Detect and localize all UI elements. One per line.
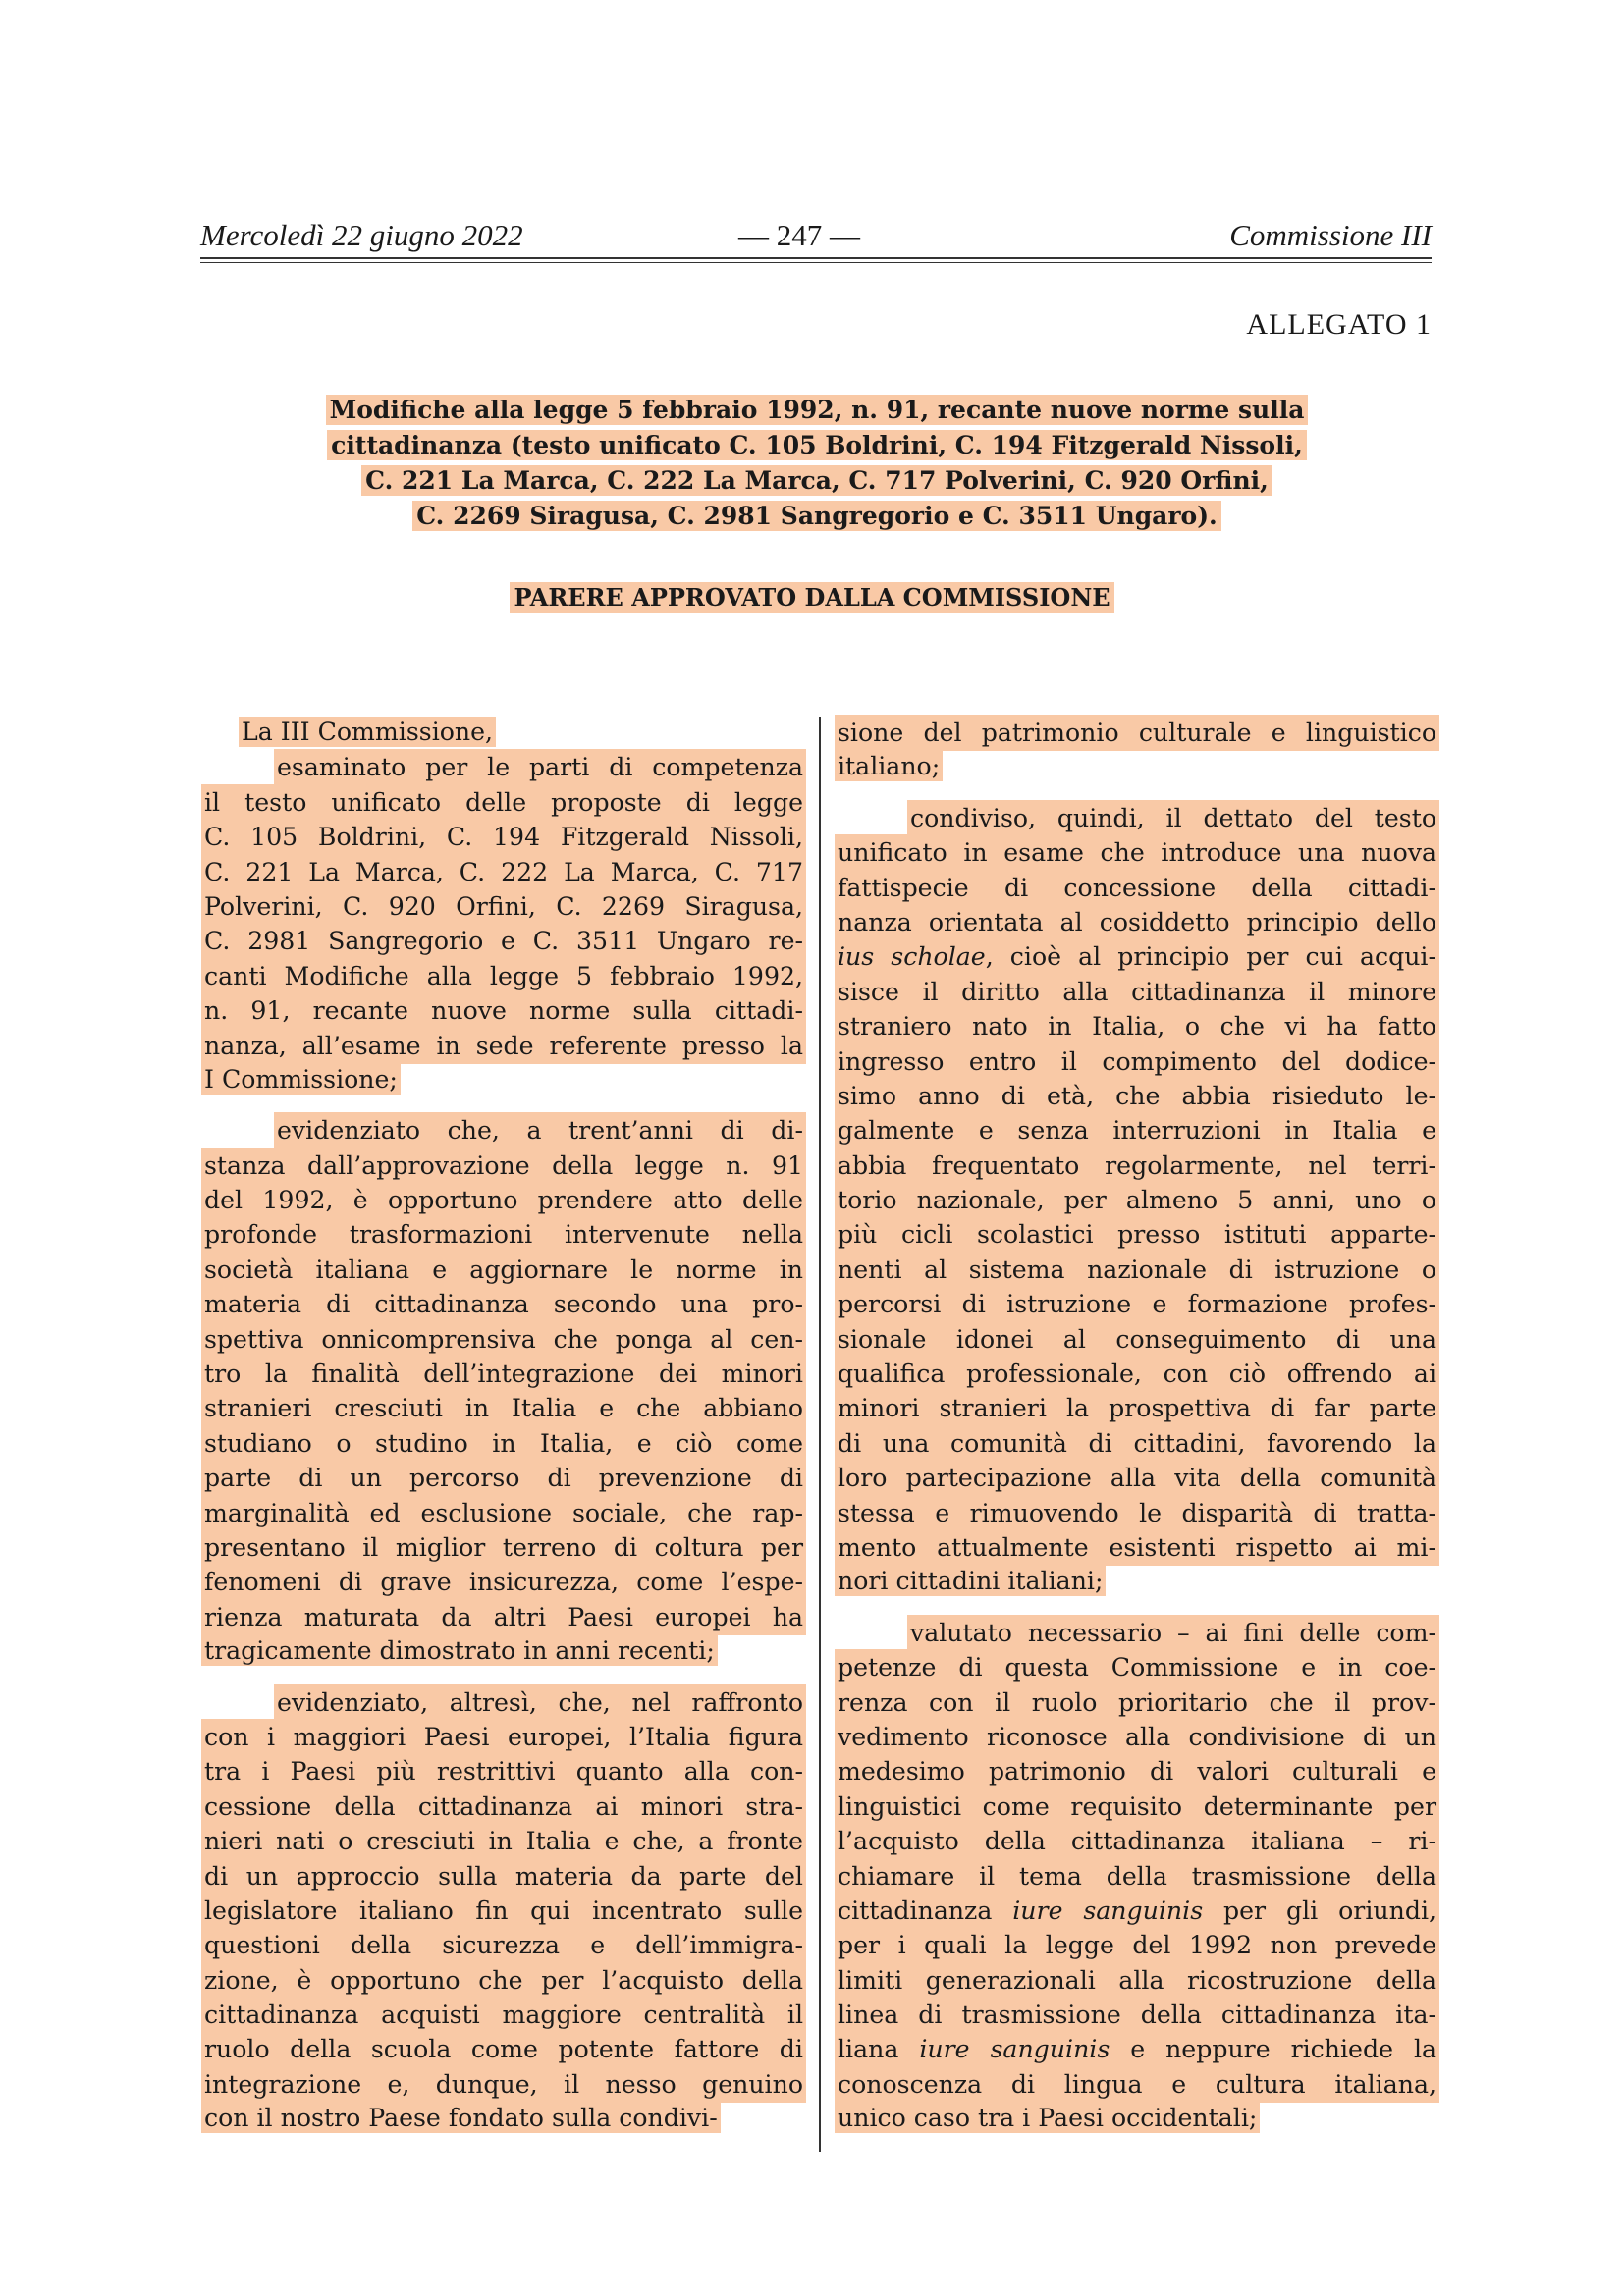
text-line [201,854,806,888]
highlighted-text[interactable]: abbia frequentato regolarmente, nel terri- [835,1148,1439,1184]
text-line [201,1599,806,1633]
highlighted-text[interactable]: unificato in esame che introduce una nuova [835,834,1439,871]
text-line [201,1529,806,1564]
text-line [201,1789,806,1823]
text-line [201,1893,806,1927]
text-line [835,1112,1439,1147]
highlighted-text[interactable]: con i maggiori Paesi europei, l’Italia figura [201,1719,806,1755]
highlighted-text[interactable]: renza con il ruolo prioritario che il prov- [835,1684,1439,1721]
highlighted-text[interactable]: sionale idonei al conseguimento di una [835,1321,1439,1358]
highlighted-text[interactable]: nori cittadini italiani; [835,1566,1106,1596]
text-line [201,1927,806,1961]
highlighted-text[interactable]: sisce il diritto alla cittadinanza il minore [835,974,1439,1010]
text-line [201,1062,806,1096]
highlighted-text[interactable]: cittadinanza acquisti maggiore centralità il [201,1997,806,2033]
subtitle-text[interactable]: PARERE APPROVATO DALLA COMMISSIONE [510,582,1113,613]
text-line [201,888,806,923]
text-line [201,1823,806,1857]
highlighted-text[interactable]: stranieri cresciuti in Italia e che abbiano [201,1390,806,1426]
column-divider [819,717,821,2152]
text-line [835,1962,1439,1997]
highlighted-text[interactable]: medesimo patrimonio di valori culturali e [835,1753,1439,1789]
text-line [835,1529,1439,1564]
text-line [835,1321,1439,1356]
section-subtitle [0,583,1624,612]
page-header [200,214,1432,259]
highlighted-text[interactable]: petenze di questa Commissione e in coe- [835,1649,1439,1685]
highlighted-text[interactable]: ius scholae, cioè al principio per cui acqui- [835,938,1439,975]
text-line [835,1684,1439,1719]
highlighted-text[interactable]: tro la finalità dell’integrazione dei minori [201,1356,806,1392]
text-line [201,1460,806,1494]
highlighted-text[interactable]: di una comunità di cittadini, favorendo la [835,1425,1439,1462]
highlighted-text[interactable]: C. 2981 Sangregorio e C. 3511 Ungaro re- [201,923,806,959]
text-line [201,2066,806,2101]
title-line[interactable]: Modifiche alla legge 5 febbraio 1992, n. 91, recante nuove norme sulla [326,395,1309,425]
title-line[interactable]: cittadinanza (testo unificato C. 105 Boldrini, C. 194 Fitzgerald Nissoli, [327,430,1307,460]
highlighted-text[interactable]: integrazione e, dunque, il nesso genuino [201,2066,806,2103]
highlighted-text[interactable]: Polverini, C. 920 Orfini, C. 2269 Siragusa, [201,888,806,925]
highlighted-text[interactable]: studiano o studino in Italia, e ciò come [201,1425,806,1462]
highlighted-text[interactable]: marginalità ed esclusione sociale, che rap- [201,1495,806,1531]
text-line [835,1858,1439,1893]
text-line [835,1043,1439,1078]
highlighted-text[interactable]: conoscenza di lingua e cultura italiana, [835,2066,1439,2103]
text-line [835,870,1439,904]
text-line [201,819,806,853]
highlighted-text[interactable]: presentano il miglior terreno di coltura per [201,1529,806,1566]
allegato-label: ALLEGATO 1 [1246,308,1432,341]
highlighted-text[interactable]: nanza, all’esame in sede referente presso la [201,1028,806,1064]
highlighted-text[interactable]: l’acquisto della cittadinanza italiana – ri- [835,1823,1439,1859]
text-line [835,1495,1439,1529]
highlighted-text[interactable]: parte di un percorso di prevenzione di [201,1460,806,1496]
highlighted-text[interactable]: questioni della sicurezza e dell’immigra- [201,1927,806,1963]
text-line [835,1286,1439,1320]
text-line [835,834,1439,869]
text-line [835,1615,1439,1649]
text-line [835,715,1439,749]
highlighted-text[interactable]: limiti generazionali alla ricostruzione della [835,1962,1439,1999]
text-line [201,1028,806,1062]
text-line [201,1182,806,1216]
highlighted-text[interactable]: valutato necessario – ai fini delle com- [907,1615,1439,1651]
highlighted-text[interactable]: stanza dall’approvazione della legge n. 91 [201,1148,806,1184]
latin-term: iure sanguinis [919,2035,1110,2064]
text-line [201,1286,806,1320]
highlighted-text[interactable]: più cicli scolastici presso istituti apparte- [835,1216,1439,1253]
text-line [201,2101,806,2135]
header-rule-thin [200,262,1432,263]
highlighted-text[interactable]: chiamare il tema della trasmissione della [835,1858,1439,1895]
text-line [201,1252,806,1286]
text-line [201,1858,806,1893]
paragraph-gap [201,1096,806,1112]
highlighted-text[interactable]: esaminato per le parti di competenza [274,749,806,785]
text-line [835,1078,1439,1112]
text-line [835,2066,1439,2101]
text-line [201,1684,806,1719]
highlighted-text[interactable]: loro partecipazione alla vita della comunità [835,1460,1439,1496]
highlighted-text[interactable]: fattispecie di concessione della cittadi- [835,870,1439,906]
text-line [201,958,806,992]
text-line [201,1495,806,1529]
highlighted-text[interactable]: legislatore italiano fin qui incentrato sulle [201,1893,806,1929]
highlighted-text[interactable]: n. 91, recante nuove norme sulla cittadi- [201,992,806,1029]
left-column [201,715,806,2136]
text-line [835,1927,1439,1961]
text-line [835,1649,1439,1683]
text-line [835,1390,1439,1424]
highlighted-text[interactable]: tra i Paesi più restrittivi quanto alla con- [201,1753,806,1789]
text-line [835,1148,1439,1182]
right-column [835,715,1439,2136]
text-line [835,1893,1439,1927]
header-rule [200,257,1432,259]
title-line[interactable]: C. 221 La Marca, C. 222 La Marca, C. 717 Polverini, C. 920 Orfini, [361,465,1272,496]
highlighted-text[interactable]: linguistici come requisito determinante per [835,1789,1439,1825]
highlighted-text[interactable]: condiviso, quindi, il dettato del testo [907,800,1439,836]
highlighted-text[interactable]: del 1992, è opportuno prendere atto delle [201,1182,806,1218]
header-committee: Commissione III [1229,218,1432,252]
text-line [201,1633,806,1668]
text-line [835,800,1439,834]
highlighted-text[interactable]: tragicamente dimostrato in anni recenti; [201,1635,718,1666]
text-line [835,1460,1439,1494]
page-number: — 247 — [738,218,860,252]
highlighted-text[interactable]: linea di trasmissione della cittadinanza ita- [835,1997,1439,2033]
text-line [835,1182,1439,1216]
text-line [201,923,806,957]
highlighted-text[interactable]: sione del patrimonio culturale e linguistico [835,715,1439,751]
text-line [835,1823,1439,1857]
text-line [201,1753,806,1788]
opening-line [201,715,806,749]
highlighted-text[interactable]: spettiva onnicomprensiva che ponga al cen- [201,1321,806,1358]
text-line [835,974,1439,1008]
highlighted-text[interactable]: ingresso entro il compimento del dodice- [835,1043,1439,1080]
text-line [201,1997,806,2031]
text-line [201,784,806,819]
latin-term: ius scholae [838,942,986,972]
highlighted-text[interactable]: canti Modifiche alla legge 5 febbraio 1992, [201,958,806,994]
highlighted-text[interactable]: per i quali la legge del 1992 non prevede [835,1927,1439,1963]
highlighted-text[interactable]: straniero nato in Italia, o che vi ha fatto [835,1008,1439,1044]
text-line [201,1390,806,1424]
highlighted-text[interactable]: italiano; [835,751,943,781]
document-title [319,393,1315,534]
text-line [835,2031,1439,2065]
highlighted-text[interactable]: rienza maturata da altri Paesi europei ha [201,1599,806,1635]
text-line [835,1216,1439,1251]
latin-term: iure sanguinis [1012,1896,1204,1925]
highlighted-text[interactable]: C. 221 La Marca, C. 222 La Marca, C. 717 [201,854,806,890]
highlighted-text[interactable]: cessione della cittadinanza ai minori stra- [201,1789,806,1825]
highlighted-text[interactable]: fenomeni di grave insicurezza, come l’espe- [201,1564,806,1600]
text-line [835,749,1439,783]
highlighted-text[interactable]: unico caso tra i Paesi occidentali; [835,2103,1260,2133]
highlighted-text[interactable]: liana iure sanguinis e neppure richiede la [835,2031,1439,2067]
highlighted-text[interactable]: I Commissione; [201,1064,401,1095]
text-line [201,992,806,1027]
text-line [201,1962,806,1997]
highlighted-text[interactable]: mento attualmente esistenti rispetto ai mi- [835,1529,1439,1566]
highlighted-text[interactable]: C. 105 Boldrini, C. 194 Fitzgerald Nissoli, [201,819,806,855]
highlighted-text[interactable]: minori stranieri la prospettiva di far parte [835,1390,1439,1426]
highlighted-text[interactable]: percorsi di istruzione e formazione profes- [835,1286,1439,1322]
highlighted-text[interactable]: ruolo della scuola come potente fattore di [201,2031,806,2067]
paragraph-gap [835,784,1439,800]
highlighted-text[interactable]: materia di cittadinanza secondo una pro- [201,1286,806,1322]
paragraph-gap [835,1599,1439,1615]
text-line [835,1719,1439,1753]
title-line[interactable]: C. 2269 Siragusa, C. 2981 Sangregorio e C. 3511 Ungaro). [412,501,1221,531]
text-line [835,1789,1439,1823]
text-line [835,904,1439,938]
text-line [201,1564,806,1598]
text-line [201,1719,806,1753]
highlighted-text[interactable]: con il nostro Paese fondato sulla condivi- [201,2103,721,2133]
text-line [201,2031,806,2065]
text-line [835,1356,1439,1390]
highlighted-text[interactable]: nenti al sistema nazionale di istruzione o [835,1252,1439,1288]
paragraph-gap [201,1669,806,1684]
text-line [201,1425,806,1460]
text-line [835,1564,1439,1598]
highlighted-text[interactable]: il testo unificato delle proposte di legge [201,784,806,821]
highlighted-text[interactable]: simo anno di età, che abbia risieduto le- [835,1078,1439,1114]
highlighted-text[interactable]: cittadinanza iure sanguinis per gli oriundi, [835,1893,1439,1929]
text-line [201,1148,806,1182]
highlighted-text[interactable]: evidenziato, altresì, che, nel raffronto [274,1684,806,1721]
text-line [201,1356,806,1390]
text-line [835,938,1439,973]
highlighted-text[interactable]: profonde trasformazioni intervenute nella [201,1216,806,1253]
highlighted-text[interactable]: torio nazionale, per almeno 5 anni, uno o [835,1182,1439,1218]
highlighted-text[interactable]: La III Commissione, [239,717,496,747]
text-line [835,1425,1439,1460]
text-line [835,1008,1439,1042]
header-date: Mercoledì 22 giugno 2022 [200,218,523,252]
highlighted-text[interactable]: nieri nati o cresciuti in Italia e che, a fronte [201,1823,806,1859]
text-line [201,749,806,783]
text-line [835,1997,1439,2031]
text-line [201,1216,806,1251]
text-line [835,1252,1439,1286]
highlighted-text[interactable]: stessa e rimuovendo le disparità di tratta- [835,1495,1439,1531]
highlighted-text[interactable]: galmente e senza interruzioni in Italia e [835,1112,1439,1148]
highlighted-text[interactable]: evidenziato che, a trent’anni di di- [274,1112,806,1148]
text-line [835,2101,1439,2135]
text-line [201,1112,806,1147]
highlighted-text[interactable]: vedimento riconosce alla condivisione di un [835,1719,1439,1755]
highlighted-text[interactable]: zione, è opportuno che per l’acquisto della [201,1962,806,1999]
highlighted-text[interactable]: nanza orientata al cosiddetto principio dello [835,904,1439,940]
text-line [201,1321,806,1356]
highlighted-text[interactable]: di un approccio sulla materia da parte del [201,1858,806,1895]
highlighted-text[interactable]: società italiana e aggiornare le norme in [201,1252,806,1288]
highlighted-text[interactable]: qualifica professionale, con ciò offrendo ai [835,1356,1439,1392]
text-line [835,1753,1439,1788]
